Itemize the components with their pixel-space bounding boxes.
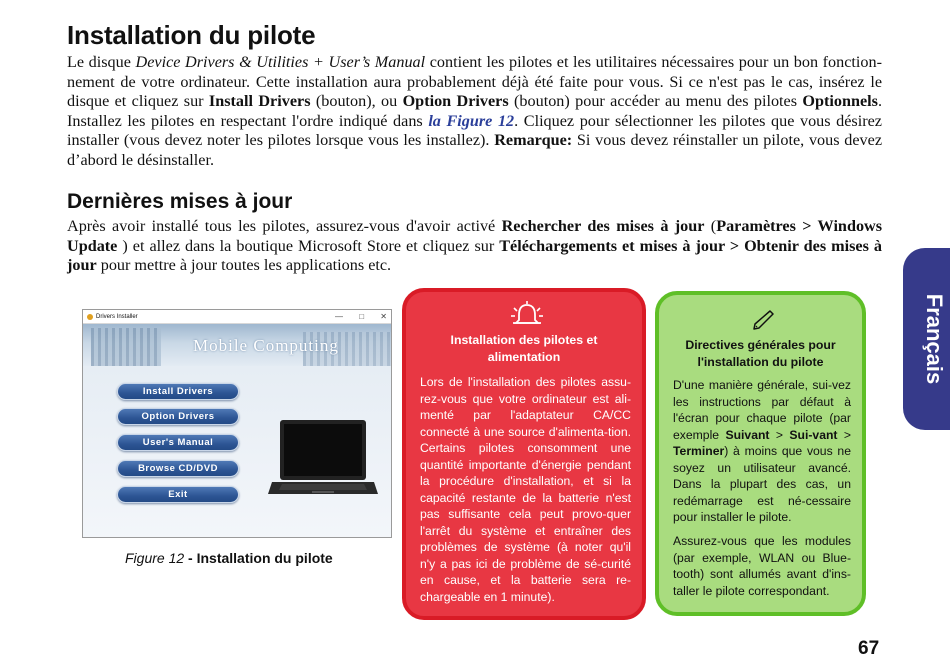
note-box-paragraph-2: Assurez-vous que les modules (par exemple, WLAN ou Blue-tooth) sont allumés avant d'ins-taller le pilote correspondant. bbox=[673, 534, 851, 598]
install-drivers-button[interactable]: Install Drivers bbox=[117, 383, 239, 400]
updates-paragraph: Après avoir installé tous les pilotes, assurez-vous d'avoir activé Rechercher des mises à jour (Paramètres > Windows Update ) et allez dans la boutique Microsoft Store et cliquez sur Téléchargements et mises à jour > Obtenir des mises à jour pour mettre à jour toutes les applications etc. bbox=[67, 217, 883, 274]
note-box-title: Directives générales pour l'installation du pilote bbox=[685, 338, 836, 369]
language-tab-label: Français bbox=[922, 293, 947, 385]
section-heading-updates: Dernières mises à jour bbox=[67, 190, 293, 213]
laptop-image bbox=[268, 418, 378, 498]
note-box bbox=[655, 291, 866, 616]
close-icon[interactable]: ✕ bbox=[380, 312, 387, 321]
building-graphic bbox=[91, 328, 161, 366]
language-side-tab bbox=[903, 248, 950, 430]
warning-box bbox=[402, 288, 646, 620]
intro-paragraph: Le disque Device Drivers & Utilities + User’s Manual contient les pilotes et les utilitaires nécessaires pour un bon fonction-nement de votre ordinateur. Cette installation aura probablement déjà été faite pour vous. Si ce n'est pas le cas, insérez le disque et cliquez sur Install Drivers (bouton), ou Option Drivers (bouton) pour accéder au menu des pilotes Optionnels. Installez les pilotes en respectant l'ordre indiqué dans la Figure 12. Cliquez pour sélectionner les pilotes que vous désirez installer (vous devez noter les pilotes lorsque vous les installez). Remarque: Si vous devez réinstaller un pilote, vous devez d’abord le désinstaller. bbox=[67, 53, 883, 169]
maximize-icon[interactable]: □ bbox=[359, 312, 365, 321]
installer-window-title: Drivers Installer bbox=[96, 314, 138, 320]
browse-cd-dvd-button[interactable]: Browse CD/DVD bbox=[117, 460, 239, 477]
option-drivers-button[interactable]: Option Drivers bbox=[117, 408, 239, 425]
minimize-icon[interactable]: — bbox=[335, 312, 343, 321]
app-icon bbox=[87, 314, 93, 320]
installer-banner bbox=[83, 324, 391, 366]
warning-box-text: Lors de l'installation des pilotes assu-rez-vous que votre ordinateur est ali-menté par l'adaptateur CA/CC connecté à une source d'alimenta-tion. Certains pilotes consomment une quantité importante d'énergie pendant la procédure d'installation, et si la capacité restante de la batterie n'est pas suffisante cela peut provo-quer l'arrêt du système et entraîner des problèmes de système (à noter qu'il n'y a pas ici de problème de sé-curité en cause, et la batterie sera re-chargeable en 1 minute). bbox=[420, 375, 631, 604]
note-box-paragraph-1: D'une manière générale, sui-vez les instructions par défaut à l'écran pour chaque pilote (par exemple Suivant > Sui-vant > Terminer) à moins que vous ne soyez un utilisateur avancé. Dans la plupart des cas, un redémarrage est né-cessaire pour installer le pilote. bbox=[673, 378, 851, 524]
users-manual-button[interactable]: User's Manual bbox=[117, 434, 239, 451]
section-heading-installation: Installation du pilote bbox=[67, 20, 316, 50]
page-number: 67 bbox=[858, 638, 880, 659]
exit-button[interactable]: Exit bbox=[117, 486, 239, 503]
brand-logo-text: Mobile Computing bbox=[193, 336, 339, 355]
figure-caption: Figure 12 - Installation du pilote bbox=[125, 550, 333, 566]
installer-titlebar bbox=[83, 310, 391, 324]
alarm-bell-icon bbox=[509, 300, 545, 328]
pen-icon bbox=[751, 309, 775, 331]
installer-menu-area bbox=[83, 366, 391, 538]
warning-box-title: Installation des pilotes et alimentation bbox=[450, 333, 598, 364]
figure-12-link[interactable]: la Figure 12 bbox=[428, 111, 515, 130]
drivers-installer-screenshot bbox=[82, 309, 392, 538]
